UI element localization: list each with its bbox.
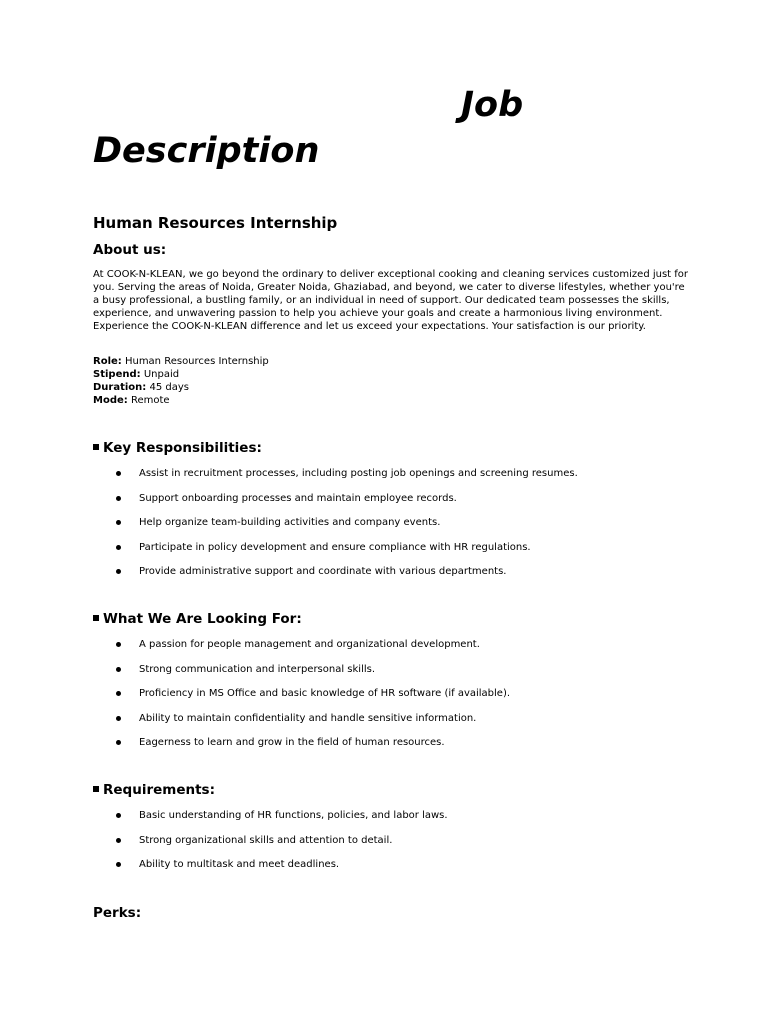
fact-duration-value: 45 days xyxy=(146,382,189,394)
list-item-text: Proficiency in MS Office and basic knowledge of HR software (if available). xyxy=(139,688,511,700)
bullet-dot-icon xyxy=(116,740,121,745)
list-item-text: Eagerness to learn and grow in the field of human resources. xyxy=(139,737,445,749)
list-item-text: Strong communication and interpersonal skills. xyxy=(139,663,376,675)
fact-stipend xyxy=(93,368,269,381)
responsibilities-list xyxy=(93,467,693,590)
document-page xyxy=(93,0,693,1024)
list-item xyxy=(93,565,693,590)
title-line-2: Description xyxy=(93,131,320,171)
bullet-dot-icon xyxy=(116,813,121,818)
fact-duration xyxy=(93,381,269,394)
looking-for-list xyxy=(93,638,693,761)
bullet-dot-icon xyxy=(116,569,121,574)
list-item xyxy=(93,516,693,541)
bullet-dot-icon xyxy=(116,716,121,721)
looking-for-heading xyxy=(93,610,302,628)
fact-mode-label: Mode: xyxy=(93,395,128,407)
list-item xyxy=(93,809,693,834)
list-item-text: Strong organizational skills and attention to detail. xyxy=(139,834,393,846)
square-bullet-icon xyxy=(93,615,99,621)
list-item-text: Basic understanding of HR functions, policies, and labor laws. xyxy=(139,810,448,821)
requirements-heading xyxy=(93,781,215,799)
list-item xyxy=(93,663,693,688)
list-item-text: Ability to multitask and meet deadlines. xyxy=(139,859,340,871)
list-item xyxy=(93,712,693,737)
about-paragraph: At COOK-N-KLEAN, we go beyond the ordinary to deliver exceptional cooking and cleaning services customized just for you. Serving the areas of Noida, Greater Noida, Ghaziabad, and beyond, we cater to diverse lifestyles, whether you're a busy professional, a bustling family, or an individual in need of support. Our dedicated team possesses the skills, experience, and unwavering passion to help you achieve your goals and create a harmonious living environment. Experience the COOK-N-KLEAN difference and let us exceed your expectations. Your satisfaction is our priority. xyxy=(93,269,689,333)
role-heading: Human Resources Internship xyxy=(93,214,338,232)
about-heading: About us: xyxy=(93,242,167,258)
bullet-dot-icon xyxy=(116,545,121,550)
list-item-text: Participate in policy development and ensure compliance with HR regulations. xyxy=(139,541,531,553)
list-item-text: Assist in recruitment processes, including posting job openings and screening resumes. xyxy=(139,468,578,479)
list-item xyxy=(93,687,693,712)
list-item xyxy=(93,736,693,761)
bullet-dot-icon xyxy=(116,520,121,525)
list-item-text: Provide administrative support and coordinate with various departments. xyxy=(139,566,507,578)
list-item xyxy=(93,834,693,859)
fact-mode-value: Remote xyxy=(127,395,170,407)
responsibilities-heading xyxy=(93,439,262,457)
fact-role-value: Human Resources Internship xyxy=(121,356,269,367)
square-bullet-icon xyxy=(93,786,99,792)
square-bullet-icon xyxy=(93,444,99,450)
responsibilities-heading-text: Key Responsibilities: xyxy=(103,440,262,456)
list-item xyxy=(93,858,693,883)
looking-for-heading-text: What We Are Looking For: xyxy=(103,611,302,627)
list-item xyxy=(93,467,693,492)
fact-stipend-value: Unpaid xyxy=(140,369,180,381)
list-item xyxy=(93,492,693,517)
list-item xyxy=(93,638,693,663)
bullet-dot-icon xyxy=(116,862,121,867)
bullet-dot-icon xyxy=(116,667,121,672)
title-line-1: Job xyxy=(461,85,524,125)
fact-stipend-label: Stipend: xyxy=(93,369,141,381)
list-item-text: Ability to maintain confidentiality and handle sensitive information. xyxy=(139,712,477,724)
perks-heading: Perks: xyxy=(93,905,142,921)
requirements-list xyxy=(93,809,693,883)
bullet-dot-icon xyxy=(116,691,121,696)
fact-mode xyxy=(93,394,269,407)
page-title xyxy=(93,82,693,174)
bullet-dot-icon xyxy=(116,496,121,501)
fact-role-label: Role: xyxy=(93,356,122,367)
bullet-dot-icon xyxy=(116,471,121,476)
list-item-text: A passion for people management and organizational development. xyxy=(139,639,480,650)
fact-role xyxy=(93,355,269,368)
requirements-heading-text: Requirements: xyxy=(103,782,215,798)
list-item-text: Support onboarding processes and maintain employee records. xyxy=(139,492,457,504)
list-item-text: Help organize team-building activities and company events. xyxy=(139,517,441,529)
job-facts xyxy=(93,355,269,407)
bullet-dot-icon xyxy=(116,838,121,843)
fact-duration-label: Duration: xyxy=(93,382,147,394)
bullet-dot-icon xyxy=(116,642,121,647)
list-item xyxy=(93,541,693,566)
